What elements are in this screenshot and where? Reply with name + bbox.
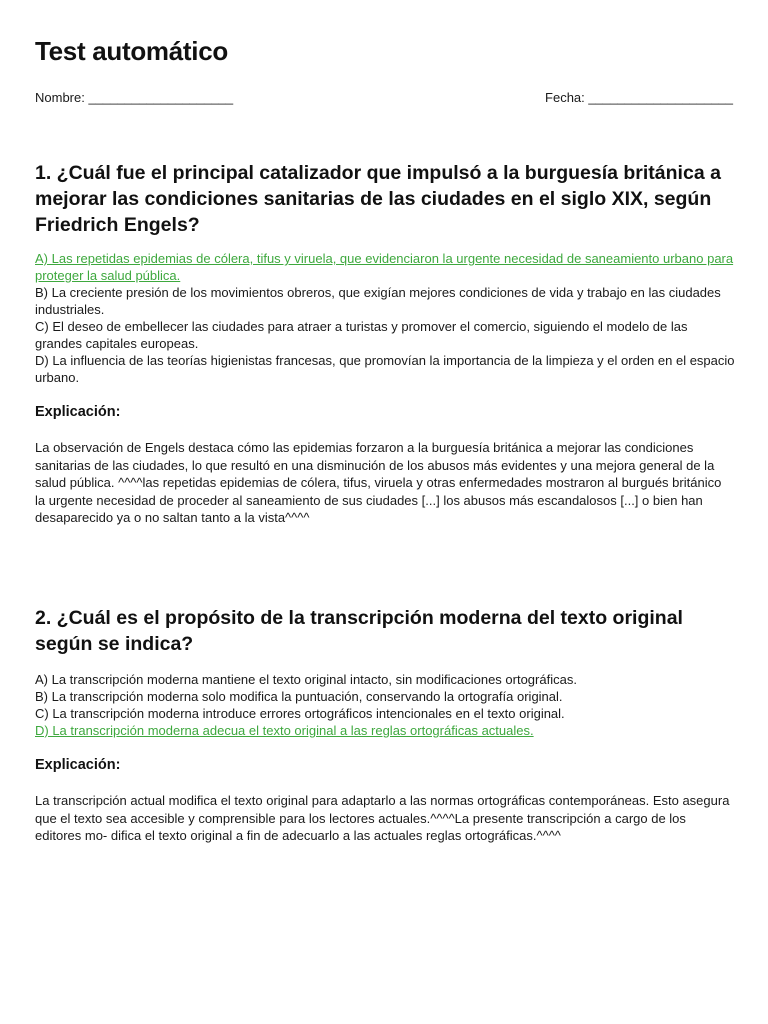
question-2 [35, 605, 735, 845]
answer-option-d-correct: D) La transcripción moderna adecua el texto original a las reglas ortográficas actuales. [35, 723, 534, 738]
answer-option-b: B) La creciente presión de los movimientos obreros, que exigían mejores condiciones de vida y trabajo en las ciudades industriales. [35, 285, 721, 317]
answer-options [35, 250, 735, 386]
question-1 [35, 160, 735, 527]
answer-options [35, 671, 735, 739]
explanation-text: La transcripción actual modifica el texto original para adaptarlo a las normas ortográficas contemporáneas. Esto asegura que el texto sea accesible y comprensible para los lectores actuales.^^^^La presente transcripción a cargo de los editores mo- difica el texto original a fin de adecuarlo a las actuales reglas ortográficas.^^^^ [35, 793, 730, 843]
name-field: Nombre: ____________________ [35, 90, 234, 105]
explanation-heading: Explicación: [35, 757, 121, 773]
question-title: 1. ¿Cuál fue el principal catalizador que impulsó a la burguesía británica a mejorar las condiciones sanitarias de las ciudades en el siglo XIX, según Friedrich Engels? [35, 162, 721, 236]
answer-option-b: B) La transcripción moderna solo modifica la puntuación, conservando la ortografía original. [35, 689, 563, 704]
page-title: Test automático [35, 36, 228, 66]
answer-option-a-correct: A) Las repetidas epidemias de cólera, tifus y viruela, que evidenciaron la urgente necesidad de saneamiento urbano para proteger la salud pública. [35, 251, 734, 283]
explanation-heading: Explicación: [35, 404, 121, 420]
explanation-text: La observación de Engels destaca cómo las epidemias forzaron a la burguesía británica a mejorar las condiciones sanitarias de las ciudades, lo que resultó en una disminución de los abusos más evidentes y una mejora general de la salud pública. ^^^^las repetidas epidemias de cólera, tifus, viruela y otras enfermedades mostraron al burgués británico la urgente necesidad de proceder al saneamiento de sus ciudades [...] los abusos más escandalosos [...] o bien han desaparecido ya o no saltan tanto a la vista^^^^ [35, 440, 722, 525]
answer-option-a: A) La transcripción moderna mantiene el texto original intacto, sin modificaciones ortográficas. [35, 672, 577, 687]
answer-option-c: C) El deseo de embellecer las ciudades para atraer a turistas y promover el comercio, siguiendo el modelo de las grandes capitales europeas. [35, 319, 688, 351]
answer-option-d: D) La influencia de las teorías higienistas francesas, que promovían la importancia de la limpieza y el orden en el espacio urbano. [35, 353, 735, 385]
date-field: Fecha: ____________________ [545, 90, 733, 105]
header-fields [35, 90, 733, 105]
answer-option-c: C) La transcripción moderna introduce errores ortográficos intencionales en el texto original. [35, 706, 565, 721]
question-title: 2. ¿Cuál es el propósito de la transcripción moderna del texto original según se indica? [35, 607, 683, 655]
